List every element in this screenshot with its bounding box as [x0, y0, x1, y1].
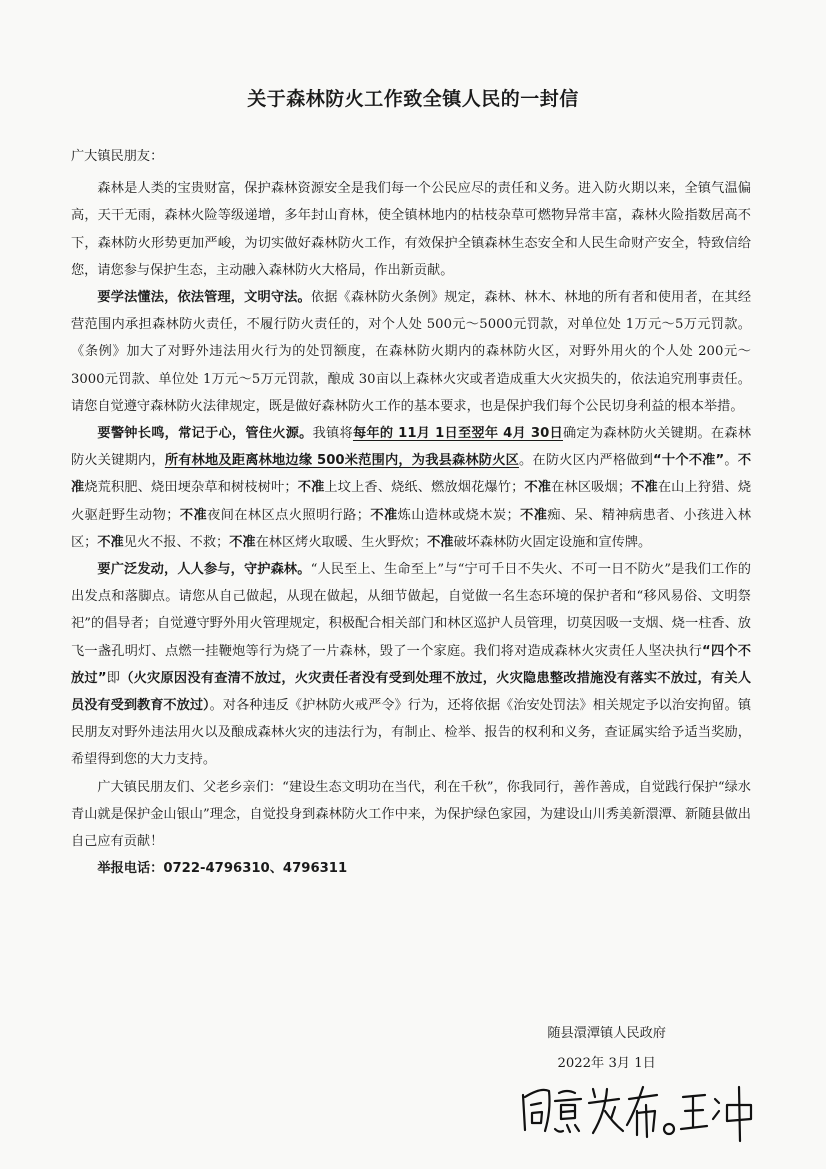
text-segment: 即 — [106, 670, 121, 686]
paragraph-fire-lead: 要警钟长鸣，常记于心，管住火源。 — [97, 426, 313, 442]
prohibition-keyword: 不准 — [229, 534, 256, 550]
prohibition-keyword: 不准 — [179, 507, 208, 523]
prohibition-text: 见火不报、不救； — [123, 534, 230, 550]
prohibition-keyword: 不准 — [427, 534, 454, 550]
ten-prohibitions-label: “十个不准” — [653, 453, 725, 469]
prohibition-text: 破坏森林防火固定设施和宣传牌。 — [453, 534, 652, 550]
prohibition-keyword: 不准 — [524, 480, 552, 496]
paragraph-participation-lead: 要广泛发动，人人参与，守护森林。 — [97, 562, 311, 578]
text-segment: 。对各种违反《护林防火戒严令》行为，还将依据《治安处罚法》相关规定予以治安拘留。镇民朋友对野外违法用火以及酿成森林火灾的违法行为，有制止、检举、报告的权利和义务，查证属实给予适当奖励，希望得到您的大力支持。 — [71, 698, 752, 768]
issuer-name: 随县澴潭镇人民政府 — [547, 1026, 666, 1041]
fire-period: 每年的 11月 1日至翌年 4月 30日 — [352, 426, 563, 442]
prohibition-keyword: 不准 — [71, 453, 752, 496]
paragraph-fire-source — [71, 420, 751, 556]
prohibition-text: 在林区吸烟； — [551, 480, 632, 496]
four-not-let-go-detail: （火灾原因没有查清不放过，火灾责任者没有受到处理不放过，火灾隐患整改措施没有落实不放过，有关人员没有受到教育不放过） — [71, 670, 752, 714]
paragraph-participation — [71, 556, 751, 774]
paragraph-intro: 森林是人类的宝贵财富，保护森林资源安全是我们每一个公民应尽的责任和义务。进入防火期以来，全镇气温偏高，天干无雨，森林火险等级递增，多年封山育林，使全镇林地内的枯枝杂草可燃物异常丰富，森林火险指数居高不下，森林防火形势更加严峻，为切实做好森林防火工作，有效保护全镇森林生态安全和人民生命财产安全，特致信给您，请您参与保护生态，主动融入森林防火大格局，作出新贡献。 — [71, 181, 751, 278]
paragraph-law-text: 依据《森林防火条例》规定，森林、林木、林地的所有者和使用者，在其经营范围内承担森林防火责任，不履行防火责任的，对个人处 500元～5000元罚款，对单位处 1万元～5万元罚款。《条例》加大了对野外违法用火行为的处罚额度，在森林防火期内的森林防火区，对野外用火的个人处 200元～3000元罚款、单位处 1万元～5万元罚款，酿成 30亩以上森林火灾或者造成重大火灾损失的，依法追究刑事责任。请您自觉遵守森林防火法律规定，既是做好森林防火工作的基本要求，也是保护我们每个公民切身利益的根本举措。 — [71, 290, 752, 414]
signature-block — [547, 1019, 666, 1079]
prohibition-keyword: 不准 — [519, 507, 548, 523]
prohibition-text: 炼山造林或烧木炭； — [397, 507, 520, 523]
prohibition-text: 烧荒积肥、烧田埂杂草和树枝树叶； — [84, 480, 298, 496]
four-not-let-go-label: “四个不放过” — [71, 643, 751, 686]
paragraph-closing: 广大镇民朋友们、父老乡亲们：“建设生态文明功在当代，利在千秋”，你我同行，善作善成，自觉践行保护“绿水青山就是保护金山银山”理念，自觉投身到森林防火工作中来，为保护绿色家园，为建设山川秀美新澴潭、新随县做出自己应有贡献！ — [71, 779, 751, 850]
prohibition-keyword: 不准 — [369, 507, 398, 523]
text-segment: 。在防火区内严格做到 — [519, 453, 654, 469]
prohibition-text: 在林区烤火取暖、生火野炊； — [255, 534, 428, 550]
prohibition-keyword: 不准 — [97, 534, 124, 550]
prohibition-keyword: 不准 — [297, 480, 325, 496]
letter-body — [71, 143, 751, 882]
text-segment: 确定为森林防火关键期。在森林防火关键期内， — [71, 426, 752, 469]
prohibition-text: 痴、呆、精神病患者、小孩进入林区； — [71, 507, 752, 550]
text-segment: 。 — [724, 453, 738, 469]
document-title: 关于森林防火工作致全镇人民的一封信 — [247, 88, 579, 110]
salutation: 广大镇民朋友： — [71, 149, 164, 164]
text-segment: 我镇将 — [312, 426, 353, 442]
fire-zone: 所有林地及距离林地边缘 500米范围内，为我县森林防火区 — [164, 453, 520, 469]
handwritten-signature — [515, 1075, 775, 1145]
prohibition-text: 上坟上香、烧纸、燃放烟花爆竹； — [324, 480, 525, 496]
paragraph-law — [71, 284, 751, 420]
paragraph-law-lead: 要学法懂法，依法管理，文明守法。 — [97, 290, 311, 306]
prohibition-keyword: 不准 — [631, 480, 658, 496]
text-segment: “人民至上、生命至上”与“宁可千日不失火、不可一日不防火”是我们工作的出发点和落脚点。请您从自己做起，从现在做起，从细节做起，自觉做一名生态环境的保护者和“移风易俗、文明祭祀”的倡导者；自觉遵守野外用火管理规定，积极配合相关部门和林区巡护人员管理，切莫因吸一支烟、烧一柱香、放飞一盏孔明灯、点燃一挂鞭炮等行为烧了一片森林，毁了一个家庭。我们将对造成森林火灾责任人坚决执行 — [71, 562, 751, 659]
prohibition-text: 夜间在林区点火照明行路； — [207, 507, 370, 523]
report-phone: 举报电话：0722-4796310、4796311 — [97, 861, 348, 877]
prohibition-text: 在山上狩猎、烧火驱赶野生动物； — [71, 480, 752, 523]
issue-date: 2022年 3月 1日 — [557, 1056, 656, 1071]
